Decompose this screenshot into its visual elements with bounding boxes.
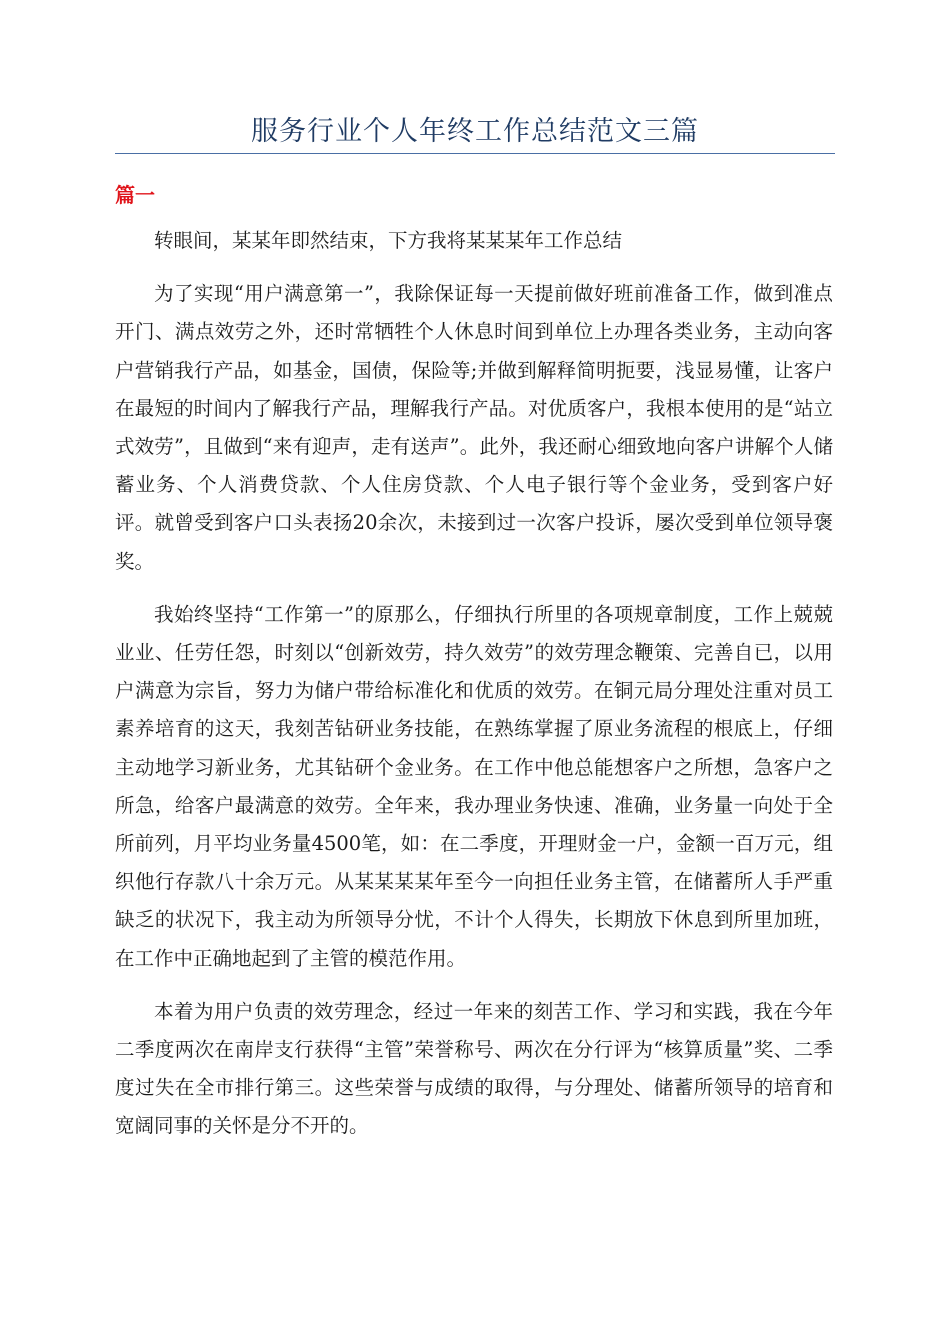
section-heading: 篇一 [115,183,155,207]
paragraph-intro: 转眼间，某某年即然结束，下方我将某某某年工作总结 [154,229,623,252]
paragraph: 我始终坚持“工作第一”的原那么，仔细执行所里的各项规章制度，工作上兢兢业业、任劳任怨，时刻以“创新效劳，持久效劳”的效劳理念鞭策、完善自已，以用户满意为宗旨，努力为储户带给标准化和优质的效劳。在铜元局分理处注重对员工素养培育的这天，我刻苦钻研业务技能，在熟练掌握了原业务流程的根底上，仔细主动地学习新业务，尤其钻研个金业务。在工作中他总能想客户之所想，急客户之所急，给客户最满意的效劳。全年来，我办理业务快速、准确，业务量一向处于全所前列，月平均业务量4500笔，如：在二季度，开理财金一户，金额一百万元，组织他行存款八十余万元。从某某某某年至今一向担任业务主管，在储蓄所人手严重缺乏的状况下，我主动为所领导分忧，不计个人得失，长期放下休息到所里加班，在工作中正确地起到了主管的模范作用。 [115,602,833,970]
paragraph: 本着为用户负责的效劳理念，经过一年来的刻苦工作、学习和实践，我在今年二季度两次在南岸支行获得“主管”荣誉称号、两次在分行评为“核算质量”奖、二季度过失在全市排行第三。这些荣誉与成绩的取得，与分理处、储蓄所领导的培育和宽阔同事的关怀是分不开的。 [115,999,833,1138]
document-body [115,222,833,1161]
paragraph: 为了实现“用户满意第一”，我除保证每一天提前做好班前准备工作，做到准点开门、满点效劳之外，还时常牺牲个人休息时间到单位上办理各类业务，主动向客户营销我行产品，如基金，国债，保险等;并做到解释简明扼要，浅显易懂，让客户在最短的时间内了解我行产品，理解我行产品。对优质客户，我根本使用的是“站立式效劳”，且做到“来有迎声，走有送声”。此外，我还耐心细致地向客户讲解个人储蓄业务、个人消费贷款、个人住房贷款、个人电子银行等个金业务，受到客户好评。就曾受到客户口头表扬20余次，未接到过一次客户投诉，屡次受到单位领导褒奖。 [115,282,833,573]
page-title: 服务行业个人年终工作总结范文三篇 [251,116,699,147]
title-underline [115,153,835,154]
